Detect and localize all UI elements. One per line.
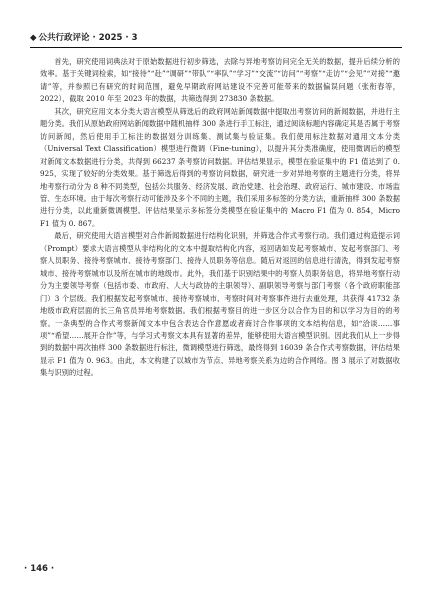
paragraph-dictionary-filtering: 首先，研究使用词典法对于原始数据进行初步筛选，去除与异地考察访问完全无关的数据，提升后续分析的效率。基于关键词检索，如“接待”“赴”“调研”“带队”“率队”“学习”“交流”“访问”“考察”“走访”“会见”“对接”“邀请”等，并参照已有研究的时间范围，避免早期政府网站建设不完善可能带来的数据偏误问题（张衔春等，2022），截取 2010 年至 2023 年的数据，共筛选得到 273830 条数据。 xyxy=(40,57,400,104)
issue-year: 2025 xyxy=(98,33,123,43)
paragraph-structured-recognition: 最后，研究使用大语言模型对合作新闻数据进行结构化识别，并筛选合作式考察行动。我们通过构造提示词（Prompt）要求大语言模型从非结构化的文本中提取结构化内容，返回诸如发起考察城市、发起考察部门、考察人员职务、接待考察城市、接待考察部门、接待人员职务等信息。随后对返回的信息进行清洗，得到发起考察城市、接待考察城市以及所在城市的地级市。此外，我们基于识别结果中的考察人员职务信息，将异地考察行动分为主要领导考察（包括市委、市政府、人大与政协的主职领导）、副职领导考察与部门考察（各个政府职能部门）3 个层级。我们根据发起考察城市、接待考察城市、考察时间对考察事件进行去重处理，共获得 41732 条地级市政府层面的长三角官员异地考察数据。我们根据考察目的进一步区分以合作为目的和以学习为目的的考察。一条典型的合作式考察新闻文本中包含表达合作意愿或者商讨合作事项的文本结构信息，如“洽谈……事项”“希望……展开合作”等，与学习式考察文本具有显著的差异，能够使用大语言模型识别。因此我们从上一步得到的数据中再次抽样 300 条数据进行标注，微调模型进行筛选，最终得到 16039 条合作式考察数据，评估结果显示 F1 值为 0. 963。由此，本文构建了以城市为节点、异地考察关系为边的合作网络。图 3 展示了对数据收集与识别的过程。 xyxy=(40,231,400,378)
page-number: 146 xyxy=(30,564,48,574)
paragraph-text-classification: 其次，研究应用文本分类大语言模型从筛选后的政府网站新闻数据中提取出考察访问的新闻数据，并进行主题分类。我们从原始政府网站新闻数据中随机抽样 300 条进行手工标注，通过阅读标题内容确定其是否属于考察访问新闻，然后使用手工标注的数据划分训练集、测试集与验证集。我们使用标注数据对通用文本分类（Universal Text Classification）模型进行微调（Fine-tuning），以提升其分类准确度，使用微调后的模型对新闻文本数据进行分类，共得到 66237 条考察访问数据。评估结果显示，模型在验证集中的 F1 值达到了 0. 925，实现了较好的分类效果。基于筛选后得到的考察访问数据，研究进一步对异地考察的主题进行分类，将异地考察行动分为 8 种不同类型，包括公共服务、经济发展、政治党建、社会治理、政府运行、城市建设、市场监管、生态环境。由于每次考察行动可能涉及多个不同的主题，我们采用多标签的分类方法，重新抽样 300 条数据进行分类，以此重新微调模型。评估结果显示多标签分类模型在验证集中的 Macro F1 值为 0. 854，Micro F1 值为 0. 867。 xyxy=(40,106,400,228)
header-separator: · xyxy=(92,33,96,43)
article-body xyxy=(40,56,400,380)
page-footer: · 146 · xyxy=(24,564,55,574)
running-header xyxy=(30,30,402,46)
issue-number: 3 xyxy=(131,33,138,43)
header-rule xyxy=(30,47,402,48)
journal-name: 公共行政评论 xyxy=(38,33,90,43)
diamond-icon: ◆ xyxy=(30,33,37,43)
header-separator: · xyxy=(125,33,129,43)
